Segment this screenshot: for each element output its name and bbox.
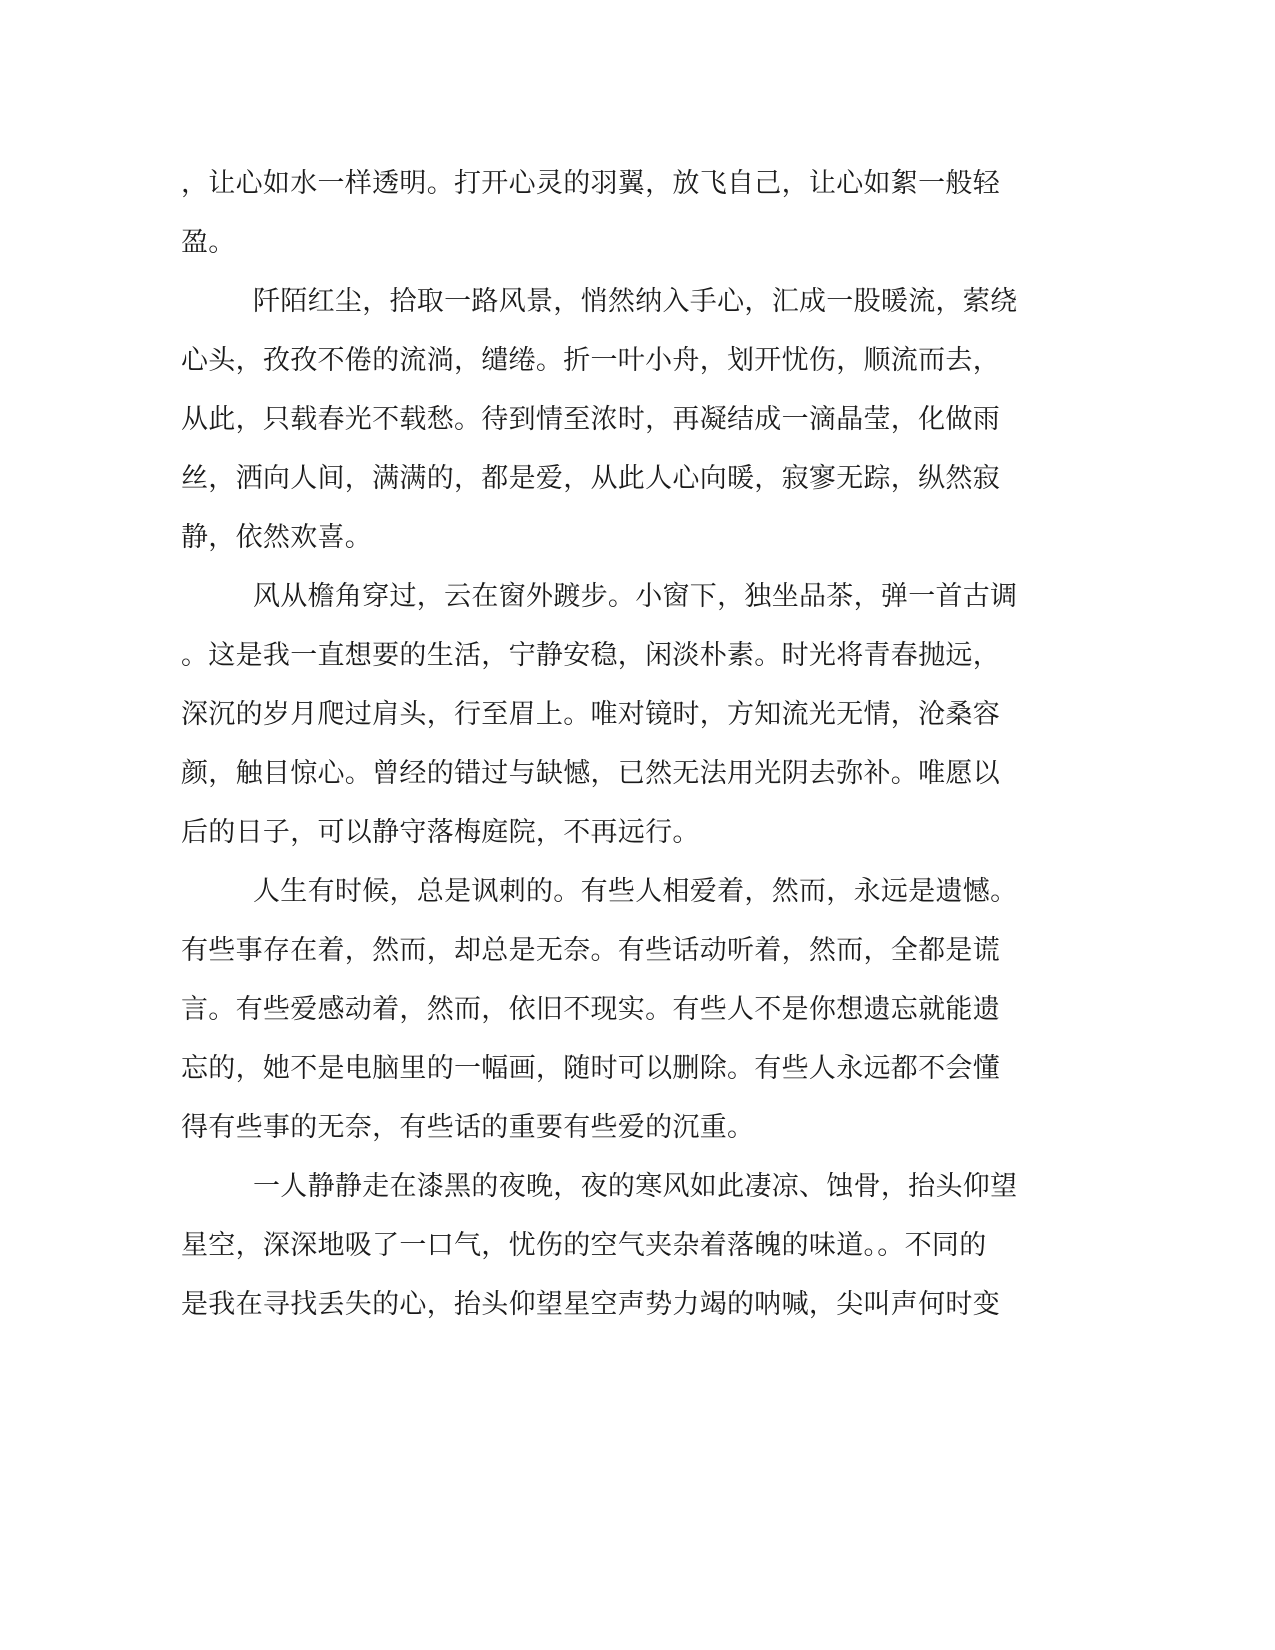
paragraph-start-line: 人生有时候，总是讽刺的。有些人相爱着，然而，永远是遗憾。 <box>253 876 1018 907</box>
text-line: 从此，只载春光不载愁。待到情至浓时，再凝结成一滴晶莹，化做雨 <box>181 404 1000 435</box>
text-line: 言。有些爱感动着，然而，依旧不现实。有些人不是你想遗忘就能遗 <box>181 994 1000 1025</box>
text-line: 静，依然欢喜。 <box>181 522 373 553</box>
text-line: 深沉的岁月爬过肩头，行至眉上。唯对镜时，方知流光无情，沧桑容 <box>181 699 1000 730</box>
text-line: 。这是我一直想要的生活，宁静安稳，闲淡朴素。时光将青春抛远， <box>181 640 1000 671</box>
text-line: ，让心如水一样透明。打开心灵的羽翼，放飞自己，让心如絮一般轻 <box>181 168 1000 199</box>
paragraph-start-line: 一人静静走在漆黑的夜晚，夜的寒风如此凄凉、蚀骨，抬头仰望 <box>253 1171 1018 1202</box>
text-line: 得有些事的无奈，有些话的重要有些爱的沉重。 <box>181 1112 755 1143</box>
paragraph-start-line: 阡陌红尘，拾取一路风景，悄然纳入手心，汇成一股暖流，萦绕 <box>253 286 1018 317</box>
text-line: 盈。 <box>181 227 236 258</box>
text-line: 有些事存在着，然而，却总是无奈。有些话动听着，然而，全都是谎 <box>181 935 1000 966</box>
text-line: 忘的，她不是电脑里的一幅画，随时可以删除。有些人永远都不会懂 <box>181 1053 1000 1084</box>
text-line: 是我在寻找丢失的心，抬头仰望星空声势力竭的呐喊，尖叫声何时变 <box>181 1289 1000 1320</box>
text-line: 后的日子，可以静守落梅庭院，不再远行。 <box>181 817 700 848</box>
text-line: 丝，洒向人间，满满的，都是爱，从此人心向暖，寂寥无踪，纵然寂 <box>181 463 1000 494</box>
text-line: 星空，深深地吸了一口气，忧伤的空气夹杂着落魄的味道。。不同的 <box>181 1230 987 1261</box>
paragraph-start-line: 风从檐角穿过，云在窗外踱步。小窗下，独坐品茶，弹一首古调 <box>253 581 1018 612</box>
text-line: 心头，孜孜不倦的流淌，缱绻。折一叶小舟，划开忧伤，顺流而去， <box>181 345 1000 376</box>
body-text <box>181 154 1031 1334</box>
text-line: 颜，触目惊心。曾经的错过与缺憾，已然无法用光阴去弥补。唯愿以 <box>181 758 1000 789</box>
